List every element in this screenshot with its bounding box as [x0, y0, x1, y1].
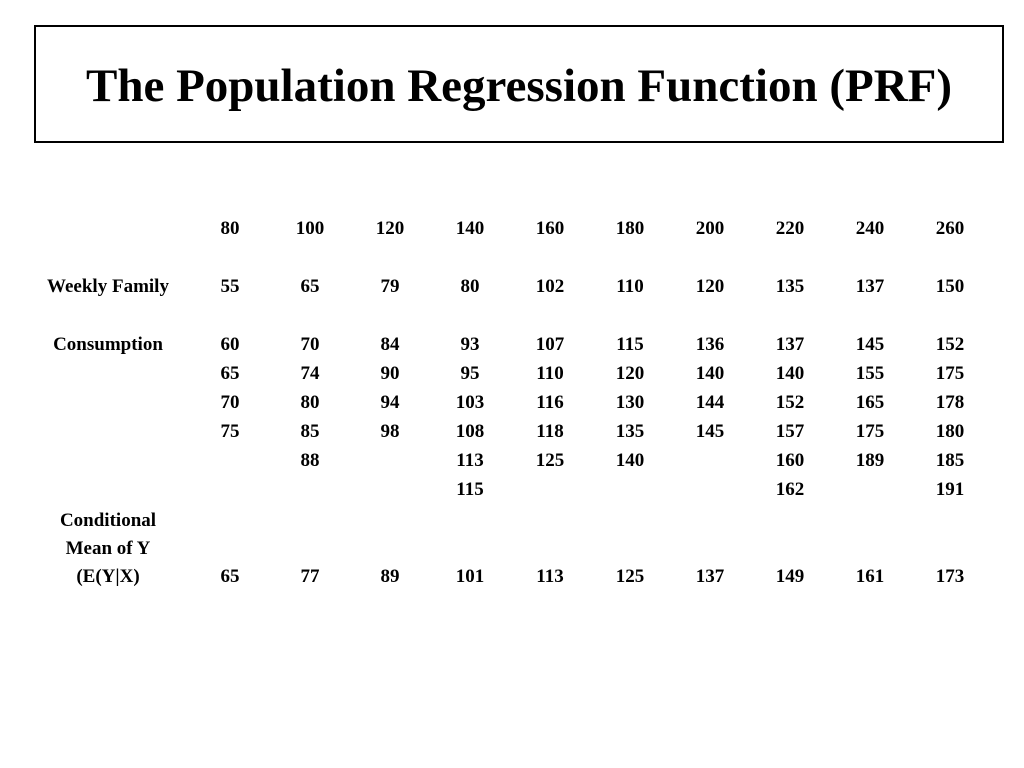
- consumption-value: 150: [935, 276, 965, 297]
- label-mean-of-y: Mean of Y: [65, 538, 151, 559]
- consumption-value: 70: [300, 334, 320, 355]
- income-header: 180: [615, 218, 645, 239]
- conditional-mean-value: 161: [855, 566, 885, 587]
- page-title: The Population Regression Function (PRF): [85, 60, 953, 112]
- consumption-value: 115: [456, 479, 484, 500]
- consumption-value: 75: [220, 421, 240, 442]
- consumption-value: 120: [615, 363, 645, 384]
- income-header: 240: [855, 218, 885, 239]
- income-header: 200: [695, 218, 725, 239]
- consumption-value: 107: [535, 334, 565, 355]
- consumption-value: 178: [935, 392, 965, 413]
- consumption-value: 152: [775, 392, 805, 413]
- consumption-value: 140: [695, 363, 725, 384]
- consumption-value: 102: [535, 276, 565, 297]
- consumption-value: 55: [220, 276, 240, 297]
- income-header: 140: [455, 218, 485, 239]
- consumption-value: 135: [775, 276, 805, 297]
- consumption-value: 145: [855, 334, 885, 355]
- consumption-value: 152: [935, 334, 965, 355]
- consumption-value: 79: [380, 276, 400, 297]
- consumption-value: 65: [220, 363, 240, 384]
- consumption-value: 162: [775, 479, 805, 500]
- consumption-value: 115: [616, 334, 644, 355]
- consumption-value: 189: [855, 450, 885, 471]
- consumption-value: 65: [300, 276, 320, 297]
- conditional-mean-value: 89: [380, 566, 400, 587]
- label-weekly-family: Weekly Family: [47, 276, 169, 297]
- income-header: 220: [775, 218, 805, 239]
- consumption-value: 90: [380, 363, 400, 384]
- consumption-value: 137: [775, 334, 805, 355]
- consumption-value: 185: [935, 450, 965, 471]
- consumption-value: 70: [220, 392, 240, 413]
- table-column: [195, 215, 265, 605]
- consumption-value: 135: [615, 421, 645, 442]
- table-column: [835, 215, 905, 605]
- table-column: [675, 215, 745, 605]
- consumption-value: 175: [855, 421, 885, 442]
- table-column: [915, 215, 985, 605]
- conditional-mean-value: 137: [695, 566, 725, 587]
- consumption-value: 118: [536, 421, 564, 442]
- table-column: [595, 215, 665, 605]
- consumption-value: 80: [300, 392, 320, 413]
- label-conditional: Conditional: [59, 510, 157, 531]
- consumption-value: 103: [455, 392, 485, 413]
- consumption-value: 93: [460, 334, 480, 355]
- conditional-mean-value: 77: [300, 566, 320, 587]
- conditional-mean-value: 149: [775, 566, 805, 587]
- income-header: 260: [935, 218, 965, 239]
- consumption-value: 116: [536, 392, 564, 413]
- consumption-value: 137: [855, 276, 885, 297]
- consumption-value: 85: [300, 421, 320, 442]
- conditional-mean-value: 173: [935, 566, 965, 587]
- consumption-value: 191: [935, 479, 965, 500]
- consumption-value: 74: [300, 363, 320, 384]
- consumption-value: 144: [695, 392, 725, 413]
- consumption-value: 110: [536, 363, 564, 384]
- table-column: [515, 215, 585, 605]
- conditional-mean-value: 125: [615, 566, 645, 587]
- consumption-value: 145: [695, 421, 725, 442]
- consumption-value: 130: [615, 392, 645, 413]
- income-header: 100: [295, 218, 325, 239]
- consumption-value: 94: [380, 392, 400, 413]
- consumption-value: 113: [456, 450, 484, 471]
- title-box: [34, 25, 1004, 143]
- consumption-value: 136: [695, 334, 725, 355]
- label-consumption: Consumption: [53, 334, 163, 355]
- table-column: [275, 215, 345, 605]
- consumption-value: 88: [300, 450, 320, 471]
- consumption-value: 165: [855, 392, 885, 413]
- consumption-value: 108: [455, 421, 485, 442]
- consumption-value: 155: [855, 363, 885, 384]
- label-expectation: (E(Y|X): [76, 566, 140, 587]
- consumption-value: 160: [775, 450, 805, 471]
- consumption-value: 80: [460, 276, 480, 297]
- conditional-mean-value: 101: [455, 566, 485, 587]
- consumption-value: 140: [775, 363, 805, 384]
- consumption-value: 157: [775, 421, 805, 442]
- consumption-value: 110: [616, 276, 644, 297]
- conditional-mean-value: 113: [536, 566, 564, 587]
- consumption-value: 84: [380, 334, 400, 355]
- table-column: [755, 215, 825, 605]
- income-header: 80: [220, 218, 240, 239]
- consumption-value: 120: [695, 276, 725, 297]
- consumption-value: 140: [615, 450, 645, 471]
- consumption-value: 98: [380, 421, 400, 442]
- consumption-value: 125: [535, 450, 565, 471]
- table-column: [435, 215, 505, 605]
- table-column: [355, 215, 425, 605]
- consumption-value: 175: [935, 363, 965, 384]
- consumption-value: 180: [935, 421, 965, 442]
- income-header: 160: [535, 218, 565, 239]
- conditional-mean-value: 65: [220, 566, 240, 587]
- consumption-value: 95: [460, 363, 480, 384]
- income-header: 120: [375, 218, 405, 239]
- consumption-value: 60: [220, 334, 240, 355]
